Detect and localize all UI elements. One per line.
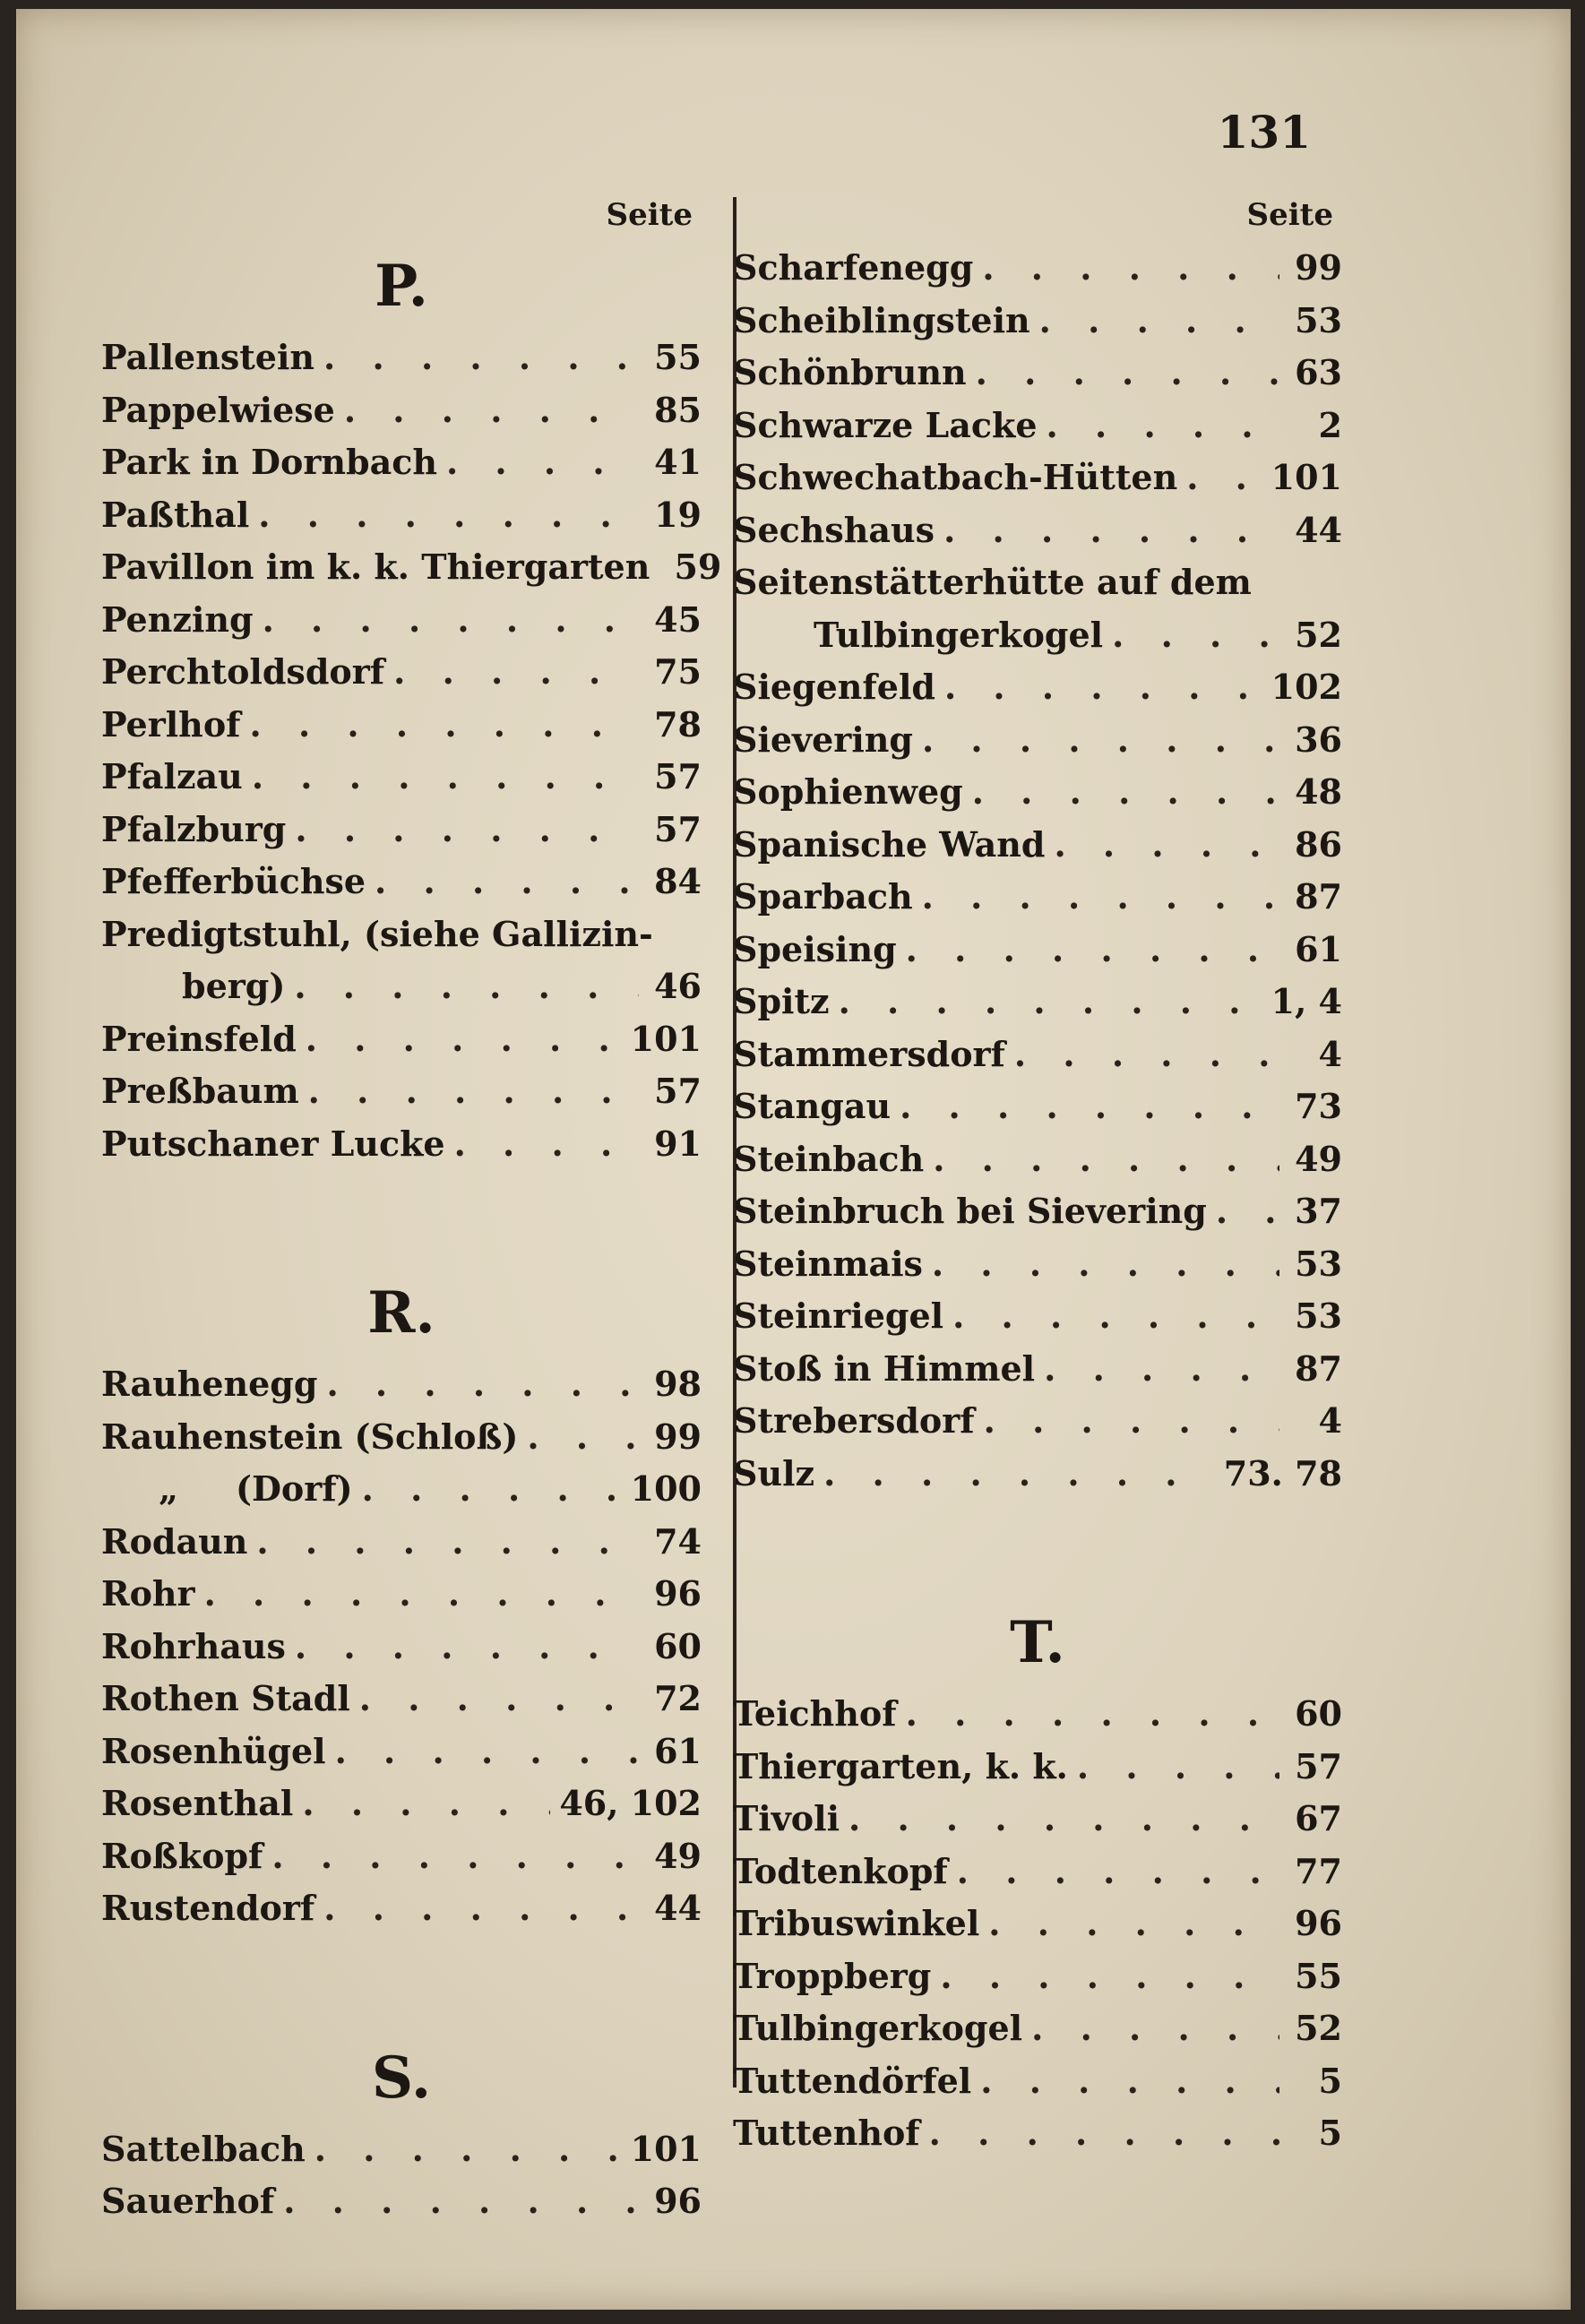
entry-page: 1, 4 [1271, 981, 1342, 1021]
index-entry [101, 1118, 702, 1171]
entry-name: Paßthal [101, 494, 250, 535]
entry-name: Steinriegel [733, 1295, 944, 1336]
entry-page: 19 [654, 494, 702, 535]
page-number: 131 [1217, 106, 1311, 159]
entry-name: Siegenfeld [733, 667, 935, 707]
leader-dots [906, 924, 1279, 977]
entry-page: 55 [1295, 1955, 1342, 1996]
section-gap [101, 1935, 702, 2034]
entry-page: 36 [1295, 719, 1342, 760]
entry-name: Tribuswinkel [733, 1903, 980, 1943]
ditto-mark: „ [159, 1468, 178, 1509]
index-entry [101, 1673, 702, 1726]
entry-page: 57 [654, 1071, 702, 1111]
entry-name: Penzing [101, 598, 254, 640]
leader-dots [1112, 609, 1279, 662]
index-entry [733, 766, 1342, 819]
entry-page: 46, 102 [559, 1783, 702, 1823]
index-entry [733, 504, 1342, 557]
index-entry [101, 804, 702, 856]
index-entry [101, 489, 702, 542]
entry-name: Putschaner Lucke [101, 1123, 445, 1164]
entry-page: 2 [1318, 404, 1342, 445]
leader-dots [972, 766, 1279, 819]
leader-dots [982, 242, 1279, 295]
leader-dots [988, 1898, 1279, 1950]
index-entry [733, 976, 1342, 1029]
index-entry [733, 1741, 1342, 1794]
section-letter: R. [367, 1279, 435, 1347]
entry-name: Tuttenhof [733, 2113, 920, 2153]
index-entry [733, 1343, 1342, 1396]
entry-page: 59 [674, 547, 722, 587]
leader-dots [326, 1358, 639, 1411]
entry-page: 86 [1295, 823, 1342, 865]
entry-name: Sparbach [733, 876, 913, 917]
index-entry [733, 400, 1342, 452]
leader-dots [839, 976, 1262, 1029]
leader-dots [306, 1013, 622, 1066]
leader-dots [256, 1516, 639, 1569]
entry-page: 57 [654, 808, 702, 849]
index-entry [101, 1568, 702, 1621]
entry-name: Sechshaus [733, 509, 935, 550]
entry-page: 101 [630, 1018, 702, 1059]
leader-dots [933, 1133, 1279, 1186]
entry-name: Rauhenstein (Schloß) [101, 1416, 519, 1457]
leader-dots [980, 2055, 1279, 2108]
index-entry [101, 1621, 702, 1674]
index-entry [733, 2055, 1342, 2108]
entry-name: Tivoli [733, 1798, 840, 1838]
entry-name: Rosenhügel [101, 1730, 326, 1771]
leader-dots [323, 1882, 639, 1935]
entry-page: 75 [654, 651, 702, 692]
entry-name: Preßbaum [101, 1071, 299, 1111]
leader-dots [375, 856, 639, 908]
index-entry [101, 646, 702, 699]
entry-page: 44 [1295, 509, 1342, 550]
entry-page: 61 [1295, 928, 1342, 969]
entry-page: 53 [1295, 1295, 1342, 1336]
entry-name: Strebersdorf [733, 1400, 975, 1441]
entry-name: Stoß in Himmel [733, 1347, 1036, 1389]
entry-name: Roßkopf [101, 1835, 263, 1876]
index-entry [733, 1448, 1342, 1501]
index-entry [733, 452, 1342, 504]
index-column-left [101, 188, 722, 2228]
leader-dots [294, 960, 639, 1013]
section-letter: P. [375, 253, 428, 320]
index-entry [101, 541, 722, 594]
index-entry [733, 609, 1342, 662]
entry-page: 74 [654, 1520, 702, 1562]
leader-dots [1077, 1741, 1279, 1794]
leader-dots [295, 1621, 639, 1674]
leader-dots [283, 2175, 639, 2228]
index-entry [733, 1238, 1342, 1291]
entry-name: Steinbach [733, 1138, 925, 1179]
leader-dots [1047, 400, 1279, 452]
entry-page: 53 [1295, 299, 1342, 340]
entry-name: Rodaun [101, 1520, 248, 1562]
entry-page: 49 [1295, 1138, 1342, 1179]
leader-dots [314, 2123, 622, 2176]
entry-page: 99 [654, 1416, 702, 1457]
leader-dots [362, 1463, 622, 1516]
entry-page: 96 [654, 2181, 702, 2221]
leader-dots [848, 1793, 1279, 1846]
index-entry [733, 1793, 1342, 1846]
index-column-right [733, 188, 1342, 2160]
index-entry [733, 1395, 1342, 1448]
book-page [16, 9, 1571, 2310]
entry-name: Spitz [733, 981, 830, 1021]
leader-dots [1054, 819, 1279, 872]
entry-name: Stammersdorf [733, 1033, 1005, 1074]
section-letter: T. [1010, 1609, 1065, 1676]
leader-dots [1216, 1185, 1279, 1238]
leader-dots [344, 384, 639, 437]
entry-page: 87 [1295, 1347, 1342, 1389]
leader-dots [1039, 295, 1279, 348]
index-entry [733, 819, 1342, 872]
section-gap [733, 1500, 1342, 1598]
entry-page: 60 [1295, 1693, 1342, 1734]
entry-page: 100 [630, 1468, 702, 1509]
leader-dots [1014, 1029, 1279, 1081]
index-entry [101, 331, 702, 384]
entry-page: 37 [1295, 1191, 1342, 1231]
entry-name: Sievering [733, 719, 913, 760]
entry-page: 52 [1295, 614, 1342, 655]
entry-page: 99 [1295, 247, 1342, 288]
leader-dots [1186, 452, 1262, 504]
entry-page: 45 [654, 598, 702, 640]
leader-dots [976, 347, 1279, 400]
index-entry [733, 2107, 1342, 2160]
entry-name: Sauerhof [101, 2181, 275, 2221]
entry-page: 101 [630, 2128, 702, 2169]
index-entry [733, 1846, 1342, 1898]
index-entry [101, 1411, 702, 1464]
index-entry [733, 242, 1342, 295]
leader-dots [446, 436, 639, 489]
entry-name: Scheiblingstein [733, 299, 1030, 340]
entry-name: Rauhenegg [101, 1364, 318, 1404]
entry-page: 102 [1271, 667, 1342, 707]
entry-page: 53 [1295, 1243, 1342, 1284]
index-entry [101, 1358, 702, 1411]
index-entry [101, 384, 702, 437]
entry-name: Scharfenegg [733, 247, 974, 288]
entry-name: berg) [182, 966, 286, 1006]
entry-page: 73. 78 [1223, 1452, 1342, 1493]
entry-name [101, 1463, 353, 1516]
index-entry [101, 1777, 702, 1830]
leader-dots [943, 504, 1279, 557]
index-entry [733, 1029, 1342, 1081]
index-entry [733, 924, 1342, 977]
index-entry [101, 1830, 702, 1883]
entry-page: 101 [1271, 457, 1342, 497]
entry-name: Pfalzau [101, 756, 243, 796]
entry-name: Pfalzburg [101, 808, 287, 849]
entry-page: 4 [1318, 1400, 1342, 1441]
seite-header: Seite [606, 197, 693, 233]
entry-page: 87 [1295, 876, 1342, 917]
entry-page: 73 [1295, 1086, 1342, 1126]
entry-name: Perlhof [101, 703, 241, 745]
leader-dots [906, 1688, 1279, 1741]
entry-page: 52 [1295, 2008, 1342, 2048]
leader-dots [302, 1777, 550, 1830]
index-entry [733, 1080, 1342, 1133]
index-entry [101, 2175, 702, 2228]
index-entry [733, 347, 1342, 400]
index-entry [733, 1898, 1342, 1950]
entry-page: 55 [654, 337, 702, 377]
entry-name: Rosenthal [101, 1783, 294, 1823]
leader-dots [258, 489, 639, 542]
entry-name: Troppberg [733, 1955, 932, 1996]
index-entry [101, 594, 702, 647]
entry-page: 46 [654, 966, 702, 1006]
entry-name: Tuttendörfel [733, 2060, 972, 2101]
entry-name: Sattelbach [101, 2128, 306, 2169]
leader-dots [252, 751, 639, 804]
entry-page: 44 [654, 1888, 702, 1928]
leader-dots [454, 1118, 639, 1171]
index-entry [101, 1065, 702, 1118]
leader-dots [944, 661, 1262, 714]
entry-name: Steinbruch bei Sievering [733, 1191, 1207, 1231]
entry-name: Schwarze Lacke [733, 404, 1038, 445]
entry-name: Todtenkopf [733, 1850, 948, 1891]
leader-dots [940, 1950, 1279, 2003]
entry-page: 96 [1295, 1903, 1342, 1943]
index-entry [733, 295, 1342, 348]
entry-name: Steinmais [733, 1243, 923, 1284]
leader-dots [323, 331, 639, 384]
section-gap [101, 1170, 702, 1269]
leader-dots [929, 2107, 1279, 2160]
entry-name: Pappelwiese [101, 389, 335, 430]
leader-dots [823, 1448, 1215, 1501]
entry-name: Seitenstätterhütte auf dem [733, 562, 1252, 602]
leader-dots [1044, 1343, 1279, 1396]
entry-name: Thiergarten, k. k. [733, 1745, 1068, 1786]
entry-page: 96 [654, 1573, 702, 1614]
index-entry [101, 856, 702, 908]
entry-name: Rohrhaus [101, 1625, 286, 1666]
entry-page: 5 [1318, 2060, 1342, 2101]
leader-dots [393, 646, 639, 699]
entry-name: Rustendorf [101, 1888, 315, 1928]
entry-name: Rothen Stadl [101, 1678, 350, 1718]
seite-header: Seite [1246, 197, 1333, 233]
entry-name: Schönbrunn [733, 352, 967, 392]
entry-page: 57 [654, 756, 702, 796]
entry-page: 5 [1318, 2113, 1342, 2153]
leader-dots [1031, 2002, 1279, 2055]
leader-dots [952, 1290, 1279, 1343]
index-entry [733, 1133, 1342, 1186]
entry-page: 49 [654, 1835, 702, 1876]
entry-name: Pallenstein [101, 337, 315, 377]
leader-dots [932, 1238, 1279, 1291]
index-entry [101, 1882, 702, 1935]
entry-page: 60 [654, 1625, 702, 1666]
entry-page: 85 [654, 389, 702, 430]
index-entry [101, 2123, 702, 2176]
entry-name: Sulz [733, 1452, 815, 1493]
index-entry [101, 1463, 702, 1516]
section-letter: S. [371, 2044, 432, 2112]
index-entry [101, 908, 702, 961]
entry-name: Tulbingerkogel [733, 2008, 1023, 2048]
entry-name: Park in Dornbach [101, 442, 437, 482]
index-entry [733, 1185, 1342, 1238]
index-entry [733, 714, 1342, 767]
entry-name-text: (Dorf) [236, 1468, 353, 1509]
leader-dots [527, 1411, 639, 1464]
leader-dots [263, 594, 639, 647]
index-entry [101, 1726, 702, 1778]
leader-dots [984, 1395, 1279, 1448]
entry-page: 48 [1295, 771, 1342, 812]
leader-dots [922, 871, 1279, 924]
entry-name: Sophienweg [733, 771, 963, 812]
index-entry [733, 1688, 1342, 1741]
index-entry [733, 556, 1342, 609]
leader-dots [204, 1568, 639, 1621]
entry-page: 41 [654, 442, 702, 482]
index-entry [733, 1950, 1342, 2003]
entry-name: Speising [733, 928, 897, 969]
index-entry [733, 2002, 1342, 2055]
entry-name: Rohr [101, 1573, 195, 1614]
index-entry [101, 699, 702, 752]
index-entry [733, 661, 1342, 714]
index-entry [101, 1516, 702, 1569]
entry-page: 63 [1295, 352, 1342, 392]
entry-page: 91 [654, 1123, 702, 1164]
entry-name: Pavillon im k. k. Thiergarten [101, 547, 650, 587]
entry-page: 61 [654, 1730, 702, 1771]
index-entry [101, 960, 702, 1013]
entry-page: 77 [1295, 1850, 1342, 1891]
index-entry [101, 1013, 702, 1066]
index-entry [101, 436, 702, 489]
entry-page: 98 [654, 1364, 702, 1404]
entry-name: Perchtoldsdorf [101, 651, 385, 692]
leader-dots [295, 804, 639, 856]
entry-name: Pfefferbüchse [101, 861, 366, 901]
index-entry [733, 1290, 1342, 1343]
index-entry [733, 871, 1342, 924]
leader-dots [922, 714, 1279, 767]
entry-name: Spanische Wand [733, 823, 1046, 865]
entry-name: Preinsfeld [101, 1018, 297, 1059]
leader-dots [359, 1673, 639, 1726]
entry-page: 67 [1295, 1798, 1342, 1838]
entry-name: Predigtstuhl, (siehe Gallizin- [101, 913, 653, 954]
leader-dots [335, 1726, 639, 1778]
leader-dots [250, 699, 639, 752]
entry-name: Tulbingerkogel [814, 614, 1104, 655]
entry-name: Schwechatbach-Hütten [733, 457, 1178, 497]
leader-dots [900, 1080, 1279, 1133]
entry-name: Stangau [733, 1086, 892, 1126]
entry-page: 84 [654, 861, 702, 901]
leader-dots [957, 1846, 1279, 1898]
entry-page: 78 [654, 703, 702, 745]
index-entry [101, 751, 702, 804]
entry-page: 4 [1318, 1033, 1342, 1074]
leader-dots [271, 1830, 639, 1883]
entry-page: 72 [654, 1678, 702, 1718]
entry-page: 57 [1295, 1745, 1342, 1786]
entry-name: Teichhof [733, 1693, 897, 1734]
leader-dots [308, 1065, 639, 1118]
